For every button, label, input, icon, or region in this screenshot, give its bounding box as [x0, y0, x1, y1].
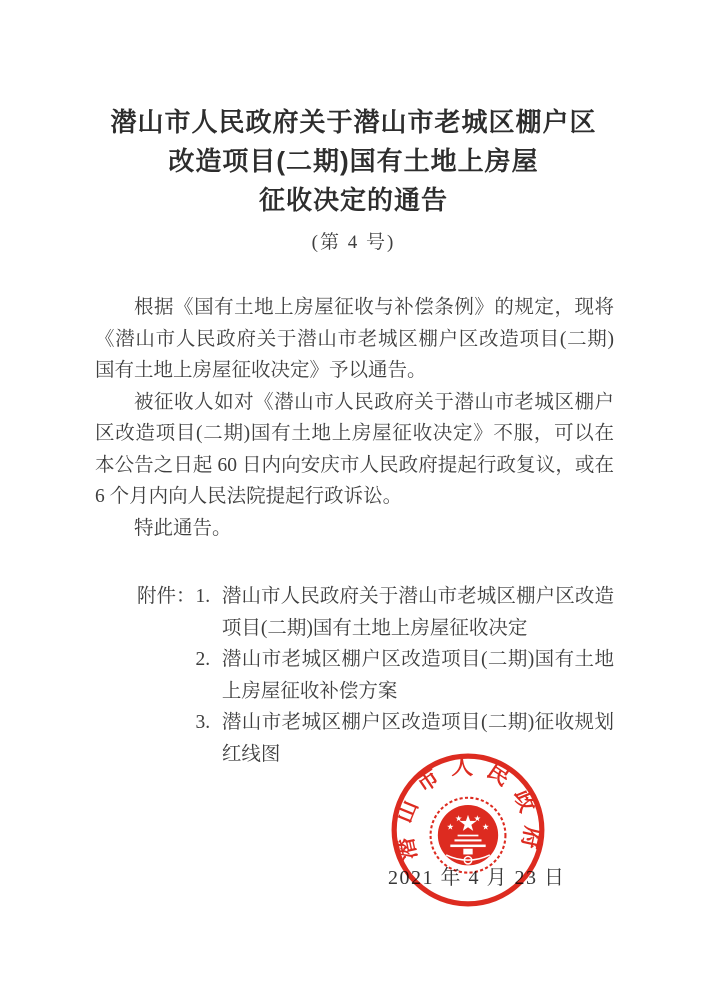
attachment-text: 潜山市人民政府关于潜山市老城区棚户区改造项目(二期)国有土地上房屋征收决定: [221, 586, 614, 639]
document-title-line-3: 征收决定的通告: [258, 185, 448, 215]
body-paragraph-1: 根据《国有土地上房屋征收与补偿条例》的规定，现将《潜山市人民政府关于潜山市老城区棚户区改造项目(二期)国有土地上房屋征收决定》予以通告。: [95, 297, 614, 381]
date-stamp: 2021 年 4 月 23 日: [388, 867, 566, 889]
attachment-number: 1.: [195, 586, 211, 607]
attachment-item: [196, 581, 614, 644]
body-paragraph-2: 被征收人如对《潜山市人民政府关于潜山市老城区棚户区改造项目(二期)国有土地上房屋征收决定》不服，可以在本公告之日起 60 日内向安庆市人民政府提起行政复议，或在 6 个月内向人民法院提起行政诉讼。: [95, 391, 614, 507]
document-title-line-1: 潜山市人民政府关于潜山市老城区棚户区: [110, 107, 597, 137]
attachments-block: [137, 581, 614, 770]
document-body: [95, 292, 614, 544]
attachment-item: [196, 644, 614, 707]
attachments-label: 附件：: [137, 586, 196, 607]
document-title: [0, 103, 707, 220]
official-seal: [390, 752, 546, 908]
body-paragraph-3: 特此通告。: [134, 517, 232, 539]
seal-org-text: 潜山市人民政府: [390, 753, 546, 863]
document-title-line-2: 改造项目(二期)国有土地上房屋: [168, 146, 539, 176]
attachment-number: 2.: [195, 649, 211, 670]
document-number: (第 4 号): [311, 232, 396, 253]
attachment-text: 潜山市老城区棚户区改造项目(二期)国有土地上房屋征收补偿方案: [221, 649, 614, 702]
attachment-text: 潜山市老城区棚户区改造项目(二期)征收规划红线图: [221, 712, 614, 765]
national-emblem-icon: [431, 798, 506, 873]
attachment-number: 3.: [195, 712, 211, 733]
attachments-list: [196, 581, 614, 770]
